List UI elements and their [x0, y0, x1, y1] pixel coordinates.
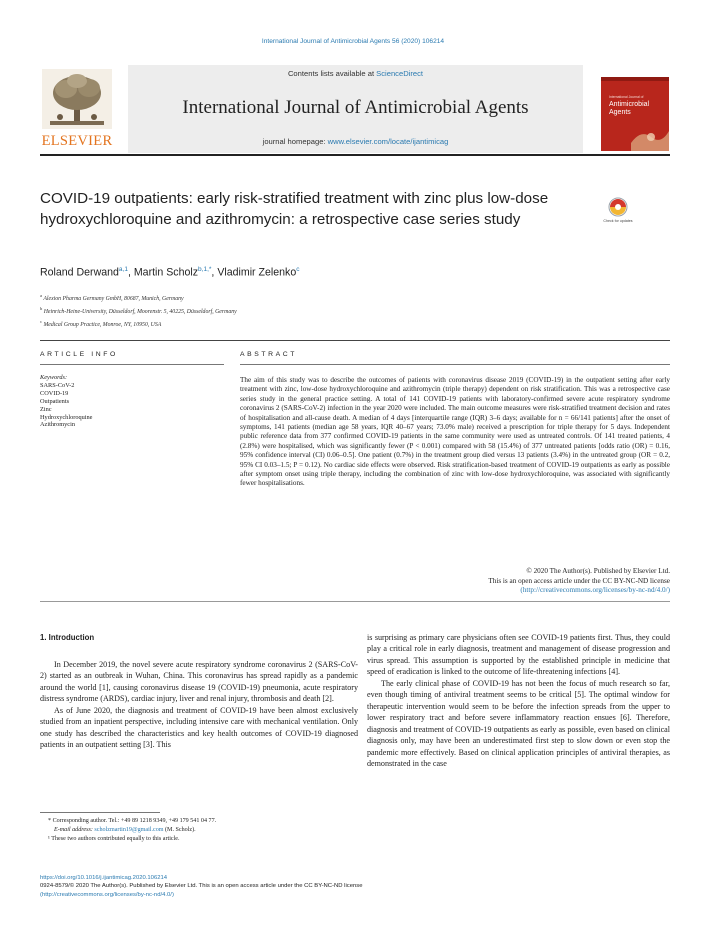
journal-title: International Journal of Antimicrobial Agents — [182, 97, 529, 118]
abstract-heading: ABSTRACT — [240, 351, 298, 358]
footnote-divider — [40, 812, 160, 813]
affiliation-item — [40, 304, 460, 317]
keyword-item: Zinc — [40, 405, 52, 413]
email-label: E-mail address: — [54, 827, 95, 833]
elsevier-wordmark: ELSEVIER — [41, 133, 113, 149]
author-name[interactable]: Vladimir Zelenko — [217, 266, 297, 279]
corresponding-author-note: * Corresponding author. Tel.: +49 89 1218 9349, +49 179 541 04 77. — [48, 818, 217, 824]
author-separator: , — [211, 266, 218, 279]
email-link[interactable]: scholzmartin19@gmail.com — [94, 827, 164, 833]
author-affiliation-mark[interactable]: b,1,* — [198, 266, 212, 273]
section-heading-introduction: 1. Introduction — [40, 633, 95, 642]
article-title: COVID-19 outpatients: early risk-stratified treatment with zinc plus low-dose hydroxychloroquine and azithromycin: a retrospective case series study — [40, 190, 549, 228]
abstract-text: The aim of this study was to describe the outcomes of patients with coronavirus disease 2019 (COVID-19) in the outpatient setting after early treatment with zinc, low-dose hydroxychloroquine and azithromycin (triple therapy) dependent on risk stratification. This was a retrospective case series study in the general practice setting. A total of 141 COVID-19 patients with laboratory-confirmed severe acute respiratory syndrome coronavirus 2 (SARS-CoV-2) infection in the year 2020 were included. The main outcome measures were risk-stratified treatment decision and rates of hospitalisation and all-cause death. A median of 4 days [interquartile range (IQR) 3–6 days; available for n = 66/141 patients] after the onset of symptoms, 141 patients (median age 58 years, IQR 40–67 years; 73.0% male) received a prescription for triple therapy for 5 days. Independent public reference data from 377 confirmed COVID-19 patients in the same community were used as untreated controls. Of 141 treated patients, 4 (2.8%) were hospitalised, which was significantly fewer (P < 0.001) compared with 58 (15.4%) of 377 untreated patients [odds ratio (OR) = 0.16, 95% confidence interval (CI) 0.06–0.5]. One patient (0.7%) in the treatment group died versus 13 patients (3.4%) in the untreated group (OR = 0.2, 95% CI 0.03–1.5; P = 0.12). No cardiac side effects were observed. Risk stratification-based treatment of COVID-19 outpatients as early as possible after symptom onset using triple therapy, including the combination of zinc with low-dose hydroxychloroquine, was associated with significantly fewer hospitalisations. — [240, 376, 670, 488]
keywords-block — [40, 374, 190, 429]
keyword-item: Azithromycin — [40, 421, 75, 429]
body-paragraph: is surprising as primary care physicians often see COVID-19 patients first. Thus, they could play a critical role in early diagnosis, treatment and management of disease progression and virus spread. This assumption is supported by the established principle in medicine that speed of eradication is linked to the outcome of life-threatening infections [4]. — [367, 633, 670, 677]
author-affiliation-mark[interactable]: c — [296, 266, 300, 273]
copyright-block — [240, 567, 670, 596]
body-column-right — [367, 632, 670, 769]
author-list — [40, 266, 299, 279]
check-for-updates-icon — [601, 196, 635, 230]
contents-prefix: Contents lists available at — [287, 69, 377, 78]
masthead-divider — [40, 154, 670, 156]
bottom-license-link[interactable]: (http://creativecommons.org/licenses/by-nc-nd/4.0/) — [40, 891, 174, 898]
body-column-left — [40, 659, 358, 751]
keywords-label: Keywords: — [40, 374, 68, 381]
license-link[interactable]: (http://creativecommons.org/licenses/by-nc-nd/4.0/) — [520, 586, 670, 594]
affiliation-text: Heinrich-Heine-University, Düsseldorf, Moorenstr. 5, 40225, Düsseldorf, Germany — [43, 308, 237, 315]
affiliation-mark: b — [40, 305, 43, 311]
affiliations — [40, 291, 460, 330]
journal-reference-link[interactable]: International Journal of Antimicrobial Agents 56 (2020) 106214 — [261, 38, 445, 45]
license-line: This is an open access article under the CC BY-NC-ND license — [488, 576, 670, 585]
body-paragraph: As of June 2020, the diagnosis and treatment of COVID-19 have been almost exclusively studied from an inpatient perspective, including intensive care with mechanical ventilation. Only one study has described the characteristics and key health outcomes of COVID-19 diagnosed patients in an outpatient setting [3]. This — [40, 705, 358, 750]
author-name[interactable]: Martin Scholz — [133, 266, 199, 279]
affiliation-text: Alexion Pharma Germany GmbH, 80687, Munich, Germany — [43, 295, 184, 302]
keyword-item: COVID-19 — [40, 389, 69, 397]
keyword-item: Hydroxychloroquine — [40, 413, 93, 421]
journal-info-box — [128, 65, 583, 153]
homepage-prefix: journal homepage: — [262, 137, 328, 146]
check-for-updates-badge[interactable] — [601, 196, 635, 230]
affiliation-mark: a — [40, 293, 42, 298]
journal-masthead — [40, 59, 670, 153]
check-for-updates-label: Check for updates — [603, 219, 633, 223]
sciencedirect-link[interactable]: ScienceDirect — [376, 69, 424, 78]
article-info-divider — [40, 364, 224, 365]
doi-link[interactable]: https://doi.org/10.1016/j.ijantimicag.2020.106214 — [40, 875, 168, 881]
body-paragraph: The early clinical phase of COVID-19 has not been the focus of much research so far, even though timing of antiviral treatment seems to be critical [5]. The optimal window for therapeutic intervention would seem to be before the infection spreads from the upper to lower respiratory tract and before severe inflammatory reaction ensues [6]. Therefore, diagnosis and treatment of COVID-19 outpatients as early as possible, even based on clinical diagnosis only, may have been an underestimated first step to slow down or even stop the pandemic more effectively. Based on clinical application principles of antiviral therapies, as demonstrated in the case — [367, 678, 670, 768]
author-name[interactable]: Roland Derwand — [40, 266, 119, 279]
equal-contribution-note: ¹ These two authors contributed equally to this article. — [48, 836, 180, 842]
affiliation-item — [40, 291, 460, 304]
cover-subtitle: International Journal of — [609, 95, 644, 99]
author-separator: , — [127, 266, 134, 279]
elsevier-tree-icon — [42, 69, 112, 129]
body-paragraph: In December 2019, the novel severe acute respiratory syndrome coronavirus 2 (SARS-CoV-2) started as an outbreak in Wuhan, China. This coronavirus has spread rapidly as a pandemic around the world [1], causing coronavirus disease 19 (COVID-19) pneumonia, acute respiratory distress syndrome (ARDS), cardiac injury, liver and renal injury, thrombosis and death [2]. — [40, 660, 358, 704]
journal-homepage-link[interactable]: www.elsevier.com/locate/ijantimicag — [327, 137, 449, 146]
cover-title: Antimicrobial Agents — [609, 101, 650, 116]
keyword-item: SARS-CoV-2 — [40, 381, 75, 389]
journal-cover-thumbnail[interactable] — [601, 77, 669, 151]
affiliation-mark: c — [40, 318, 42, 324]
copyright-line: © 2020 The Author(s). Published by Elsevier Ltd. — [526, 567, 670, 575]
abstract-bottom-divider — [40, 601, 670, 602]
email-suffix: (M. Scholz). — [163, 827, 196, 833]
affiliation-text: Medical Group Practice, Monroe, NY, 10950, USA — [43, 321, 162, 328]
affiliation-item — [40, 317, 460, 330]
journal-homepage-line — [128, 137, 583, 146]
author-affiliation-mark[interactable]: a,1 — [118, 266, 128, 273]
contents-available-line — [128, 69, 583, 78]
abstract-divider — [240, 364, 670, 365]
footnotes — [48, 817, 358, 844]
elsevier-logo[interactable] — [40, 69, 114, 149]
email-note — [48, 826, 358, 835]
publication-info — [40, 874, 640, 899]
article-info-heading: ARTICLE INFO — [40, 351, 118, 358]
issn-line: 0924-8579/© 2020 The Author(s). Published by Elsevier Ltd. This is an open access article under the CC BY-NC-ND license — [40, 883, 363, 890]
info-top-divider — [40, 340, 670, 341]
keyword-item: Outpatients — [40, 397, 70, 405]
